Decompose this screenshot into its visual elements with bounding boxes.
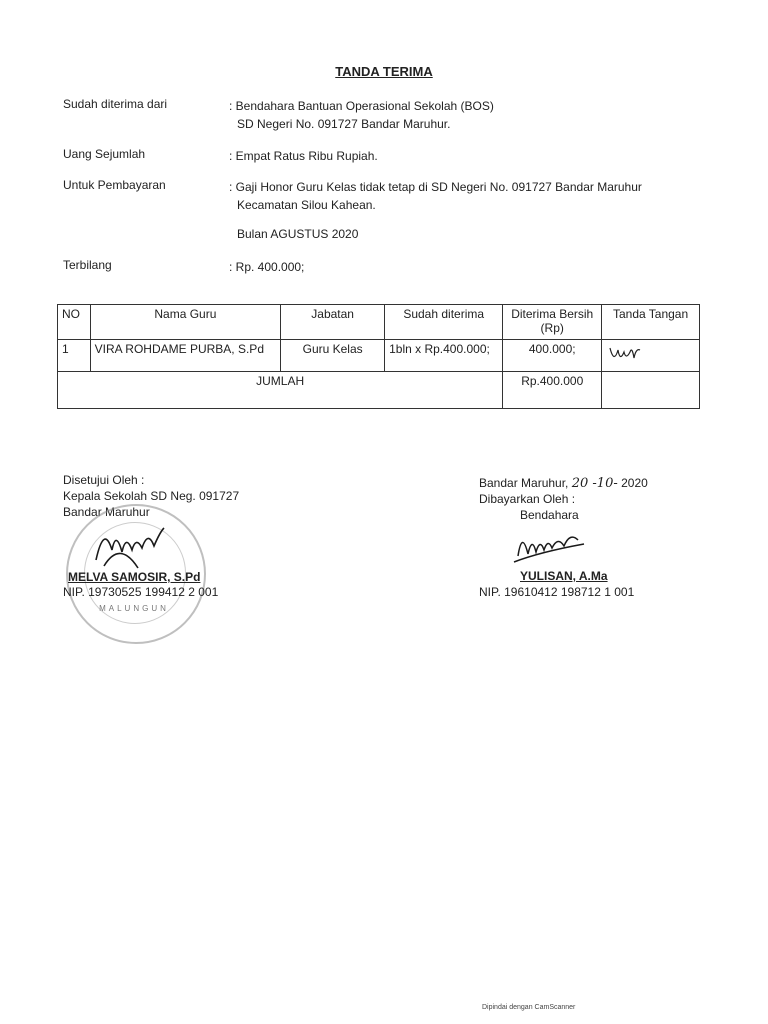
header-diterima-bersih: Diterima Bersih (Rp) — [503, 305, 602, 340]
left-signature-icon — [90, 520, 170, 575]
signature-icon — [606, 342, 646, 366]
right-signer-name: YULISAN, A.Ma — [520, 569, 608, 583]
header-tanda-tangan: Tanda Tangan — [602, 305, 700, 340]
value-line-1: : Bendahara Bantuan Operasional Sekolah (BOS) — [229, 99, 494, 113]
document-title: TANDA TERIMA — [335, 64, 433, 79]
label-terbilang: Terbilang — [63, 258, 112, 272]
left-line-1: Disetujui Oleh : — [63, 473, 145, 487]
label-sudah-diterima-dari: Sudah diterima dari — [63, 97, 168, 111]
total-value: Rp.400.000 — [503, 372, 602, 409]
value-terbilang: : Rp. 400.000; — [229, 260, 305, 274]
label-untuk-pembayaran: Untuk Pembayaran — [63, 178, 166, 192]
cell-no: 1 — [58, 340, 91, 372]
scanner-watermark: Dipindai dengan CamScanner — [482, 1004, 576, 1011]
cell-nama: VIRA ROHDAME PURBA, S.Pd — [90, 340, 281, 372]
place-date: Bandar Maruhur, 20 -10- 2020 — [479, 476, 648, 491]
table-row — [58, 340, 700, 372]
header-nama-guru: Nama Guru — [90, 305, 281, 340]
label-uang-sejumlah: Uang Sejumlah — [63, 147, 146, 161]
left-signer-name: MELVA SAMOSIR, S.Pd — [68, 570, 201, 584]
value-uang-sejumlah: : Empat Ratus Ribu Rupiah. — [229, 149, 378, 163]
left-line-3: Bandar Maruhur — [63, 505, 150, 519]
table-total-row — [58, 372, 700, 409]
header-jabatan: Jabatan — [281, 305, 385, 340]
payment-table — [57, 304, 700, 409]
right-line-2: Dibayarkan Oleh : — [479, 492, 576, 506]
right-signature-icon — [510, 526, 590, 571]
value-sudah-diterima-dari — [229, 97, 494, 133]
table-header-row — [58, 305, 700, 340]
cell-sudah-diterima: 1bln x Rp.400.000; — [385, 340, 503, 372]
right-signer-nip: NIP. 19610412 198712 1 001 — [479, 585, 635, 599]
value-line-2: Kecamatan Silou Kahean. — [237, 198, 376, 212]
header-no: NO — [58, 305, 91, 340]
left-signer-nip: NIP. 19730525 199412 2 001 — [63, 585, 219, 599]
value-untuk-pembayaran — [229, 178, 642, 214]
total-label: JUMLAH — [58, 372, 503, 409]
cell-tanda-tangan — [602, 340, 700, 372]
right-line-3: Bendahara — [520, 508, 579, 522]
value-line-1: : Gaji Honor Guru Kelas tidak tetap di SD Negeri No. 091727 Bandar Maruhur — [229, 180, 642, 194]
value-line-2: SD Negeri No. 091727 Bandar Maruhur. — [237, 117, 451, 131]
stamp-text: MALUNGUN — [99, 604, 169, 613]
header-sudah-diterima: Sudah diterima — [385, 305, 503, 340]
cell-diterima-bersih: 400.000; — [503, 340, 602, 372]
cell-jabatan: Guru Kelas — [281, 340, 385, 372]
left-line-2: Kepala Sekolah SD Neg. 091727 — [63, 489, 240, 503]
handwritten-date: 20 -10- — [571, 476, 618, 491]
bulan-text: Bulan AGUSTUS 2020 — [237, 227, 359, 241]
